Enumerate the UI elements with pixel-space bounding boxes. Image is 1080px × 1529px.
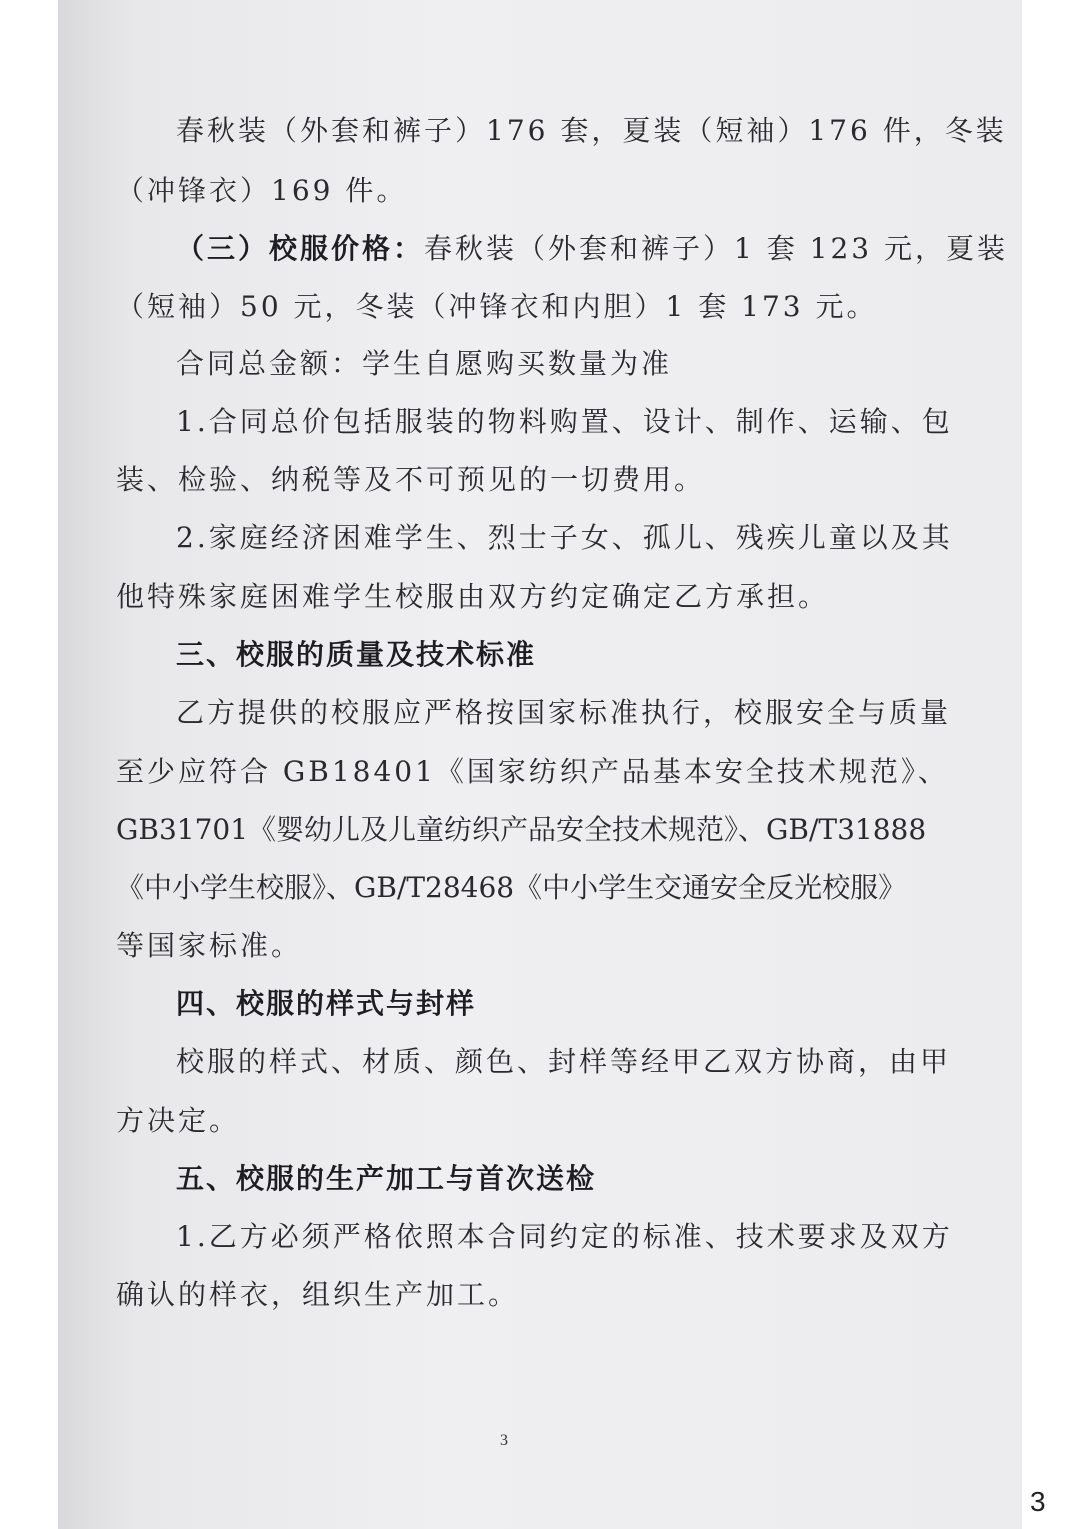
body-line: 乙方提供的校服应严格按国家标准执行，校服安全与质量 (176, 696, 952, 729)
price-text: 春秋装（外套和裤子）1 套 123 元，夏装 (424, 232, 1008, 265)
body-line: GB31701《婴幼儿及儿童纺织产品安全技术规范》、GB/T31888 (116, 813, 927, 846)
body-line: 确认的样衣，组织生产加工。 (116, 1278, 520, 1311)
price-paragraph-line (176, 232, 1008, 266)
body-line: 1.合同总价包括服装的物料购置、设计、制作、运输、包 (176, 405, 953, 438)
body-line: 《中小学生校服》、GB/T28468《中小学生交通安全反光校服》 (116, 871, 907, 904)
body-line: 等国家标准。 (116, 929, 303, 962)
body-line: 装、检验、纳税等及不可预见的一切费用。 (116, 463, 706, 496)
body-line: 春秋装（外套和裤子）176 套，夏装（短袖）176 件，冬装 (176, 114, 1007, 147)
body-line: 校服的样式、材质、颜色、封样等经甲乙双方协商，由甲 (176, 1045, 952, 1078)
section-heading: 五、校服的生产加工与首次送检 (176, 1162, 597, 1195)
section-heading: 三、校服的质量及技术标准 (176, 638, 537, 671)
price-label: （三）校服价格： (176, 232, 425, 265)
body-line: 至少应符合 GB18401《国家纺织产品基本安全技术规范》、 (116, 755, 949, 788)
corner-page-number: 3 (1030, 1486, 1046, 1517)
body-line: 他特殊家庭困难学生校服由双方约定确定乙方承担。 (116, 580, 830, 613)
page-number: 3 (500, 1432, 508, 1449)
body-line: （短袖）50 元，冬装（冲锋衣和内胆）1 套 173 元。 (116, 290, 878, 323)
body-line: 2.家庭经济困难学生、烈士子女、孤儿、残疾儿童以及其 (176, 521, 953, 554)
body-line: （冲锋衣）169 件。 (116, 174, 408, 207)
body-line: 方决定。 (116, 1104, 241, 1137)
body-line: 1.乙方必须严格依照本合同约定的标准、技术要求及双方 (176, 1220, 953, 1253)
body-line: 合同总金额：学生自愿购买数量为准 (176, 347, 673, 380)
section-heading: 四、校服的样式与封样 (176, 987, 477, 1020)
